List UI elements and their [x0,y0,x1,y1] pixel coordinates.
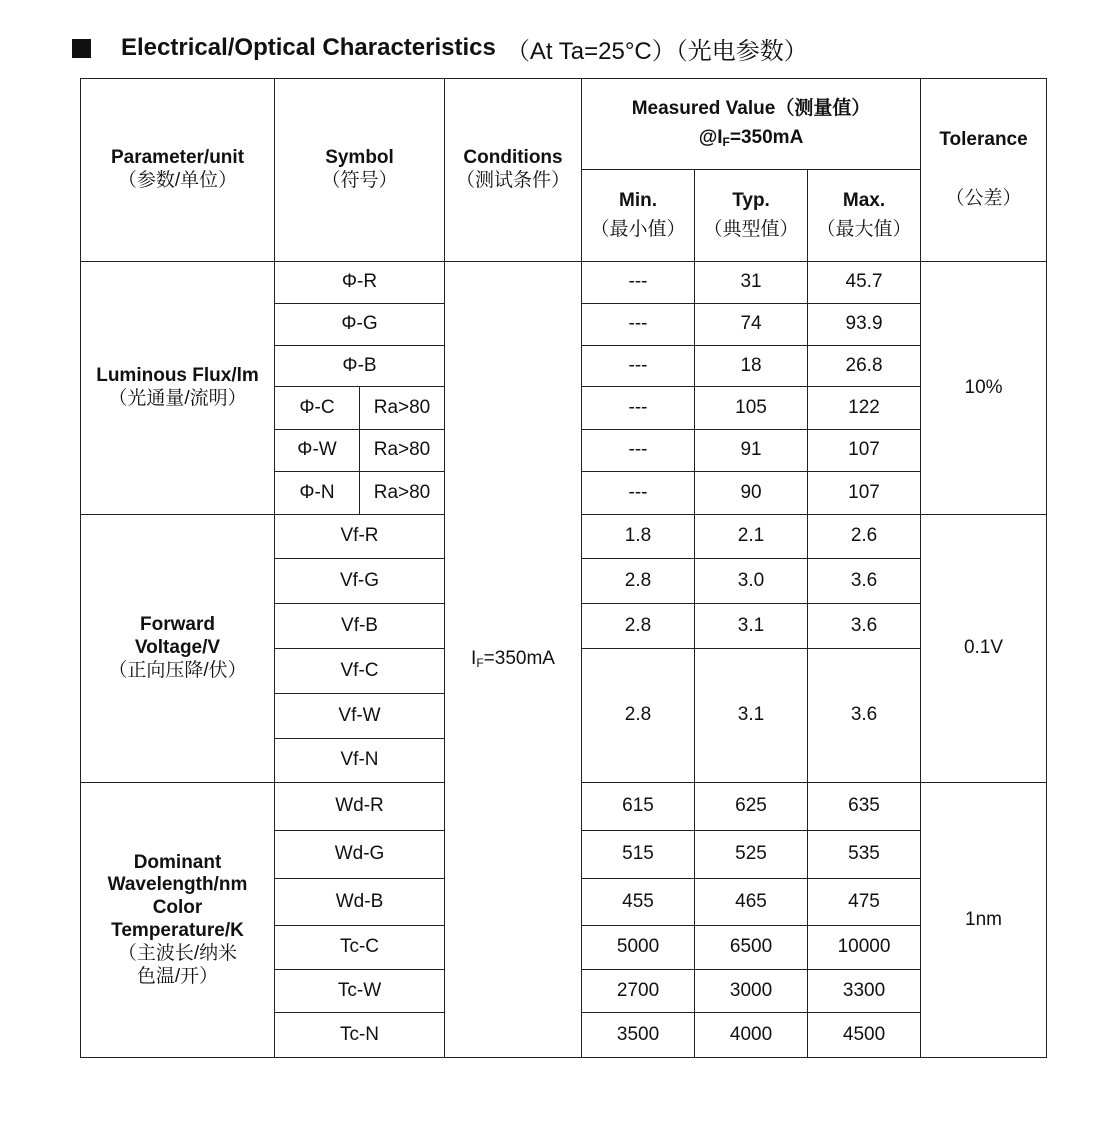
ra-cell: Ra>80 [360,430,445,472]
typ-cell: 6500 [695,926,808,970]
typ-cell: 91 [695,430,808,472]
symbol-cell: Tc-N [275,1013,445,1058]
symbol-cell: Tc-W [275,970,445,1013]
typ-cell: 3000 [695,970,808,1013]
min-cell: 515 [582,831,695,879]
header-max: Max. （最大值） [808,170,921,262]
param-dominant-wavelength: Dominant Wavelength/nm Color Temperature/K （主波长/纳米 色温/开） [81,783,275,1058]
symbol-cell: Φ-N [275,472,360,515]
typ-cell: 2.1 [695,515,808,559]
max-cell: 93.9 [808,304,921,346]
characteristics-table [80,78,1047,1058]
header-row-1 [81,79,1047,170]
ra-cell: Ra>80 [360,472,445,515]
tolerance-dominant: 1nm [921,783,1047,1058]
ra-cell: Ra>80 [360,387,445,430]
min-cell: 2.8 [582,559,695,604]
symbol-cell: Wd-R [275,783,445,831]
min-cell: --- [582,430,695,472]
header-conditions: Conditions （测试条件） [445,79,582,262]
max-cell: 3.6 [808,649,921,783]
typ-cell: 18 [695,346,808,387]
title-main: Electrical/Optical Characteristics [121,34,496,61]
typ-cell: 4000 [695,1013,808,1058]
symbol-cell: Φ-R [275,262,445,304]
section-title [72,30,808,66]
max-cell: 10000 [808,926,921,970]
typ-cell: 525 [695,831,808,879]
min-cell: 5000 [582,926,695,970]
max-cell: 4500 [808,1013,921,1058]
typ-cell: 3.1 [695,649,808,783]
conditions-cell: $I_F=350mA$ [445,262,582,1058]
symbol-cell: Vf-B [275,604,445,649]
max-cell: 475 [808,879,921,926]
min-cell: --- [582,262,695,304]
min-cell: --- [582,346,695,387]
symbol-cell: Wd-G [275,831,445,879]
typ-cell: 74 [695,304,808,346]
min-cell: 3500 [582,1013,695,1058]
symbol-cell: Φ-C [275,387,360,430]
header-min: Min. （最小值） [582,170,695,262]
max-cell: 45.7 [808,262,921,304]
typ-cell: 31 [695,262,808,304]
max-cell: 107 [808,472,921,515]
min-cell: 2.8 [582,649,695,783]
max-cell: 2.6 [808,515,921,559]
symbol-cell: Tc-C [275,926,445,970]
min-cell: 455 [582,879,695,926]
min-cell: 2.8 [582,604,695,649]
min-cell: 2700 [582,970,695,1013]
min-cell: --- [582,304,695,346]
symbol-cell: Vf-R [275,515,445,559]
min-cell: 1.8 [582,515,695,559]
square-bullet-icon [72,39,91,58]
symbol-cell: Φ-G [275,304,445,346]
typ-cell: 3.1 [695,604,808,649]
min-cell: --- [582,387,695,430]
min-cell: 615 [582,783,695,831]
symbol-cell: Vf-G [275,559,445,604]
header-tolerance: Tolerance （公差） [921,79,1047,262]
max-cell: 26.8 [808,346,921,387]
table-row [81,262,1047,304]
max-cell: 3300 [808,970,921,1013]
header-symbol: Symbol （符号） [275,79,445,262]
max-cell: 535 [808,831,921,879]
min-cell: --- [582,472,695,515]
max-cell: 635 [808,783,921,831]
symbol-cell: Φ-W [275,430,360,472]
header-measured-value: Measured Value（测量值） $@I_F=350mA$ [582,79,921,170]
typ-cell: 625 [695,783,808,831]
typ-cell: 465 [695,879,808,926]
header-parameter: Parameter/unit （参数/单位） [81,79,275,262]
param-forward-voltage: Forward Voltage/V （正向压降/伏） [81,515,275,783]
symbol-cell: Vf-W [275,694,445,739]
max-cell: 3.6 [808,604,921,649]
param-luminous-flux: Luminous Flux/lm （光通量/流明） [81,262,275,515]
symbol-cell: Vf-C [275,649,445,694]
symbol-cell: Vf-N [275,739,445,783]
header-typ: Typ. （典型值） [695,170,808,262]
typ-cell: 105 [695,387,808,430]
tolerance-luminous: 10% [921,262,1047,515]
max-cell: 107 [808,430,921,472]
title-sub: （At Ta=25°C）（光电参数） [505,37,808,65]
max-cell: 122 [808,387,921,430]
tolerance-forward: 0.1V [921,515,1047,783]
typ-cell: 3.0 [695,559,808,604]
symbol-cell: Φ-B [275,346,445,387]
typ-cell: 90 [695,472,808,515]
max-cell: 3.6 [808,559,921,604]
symbol-cell: Wd-B [275,879,445,926]
